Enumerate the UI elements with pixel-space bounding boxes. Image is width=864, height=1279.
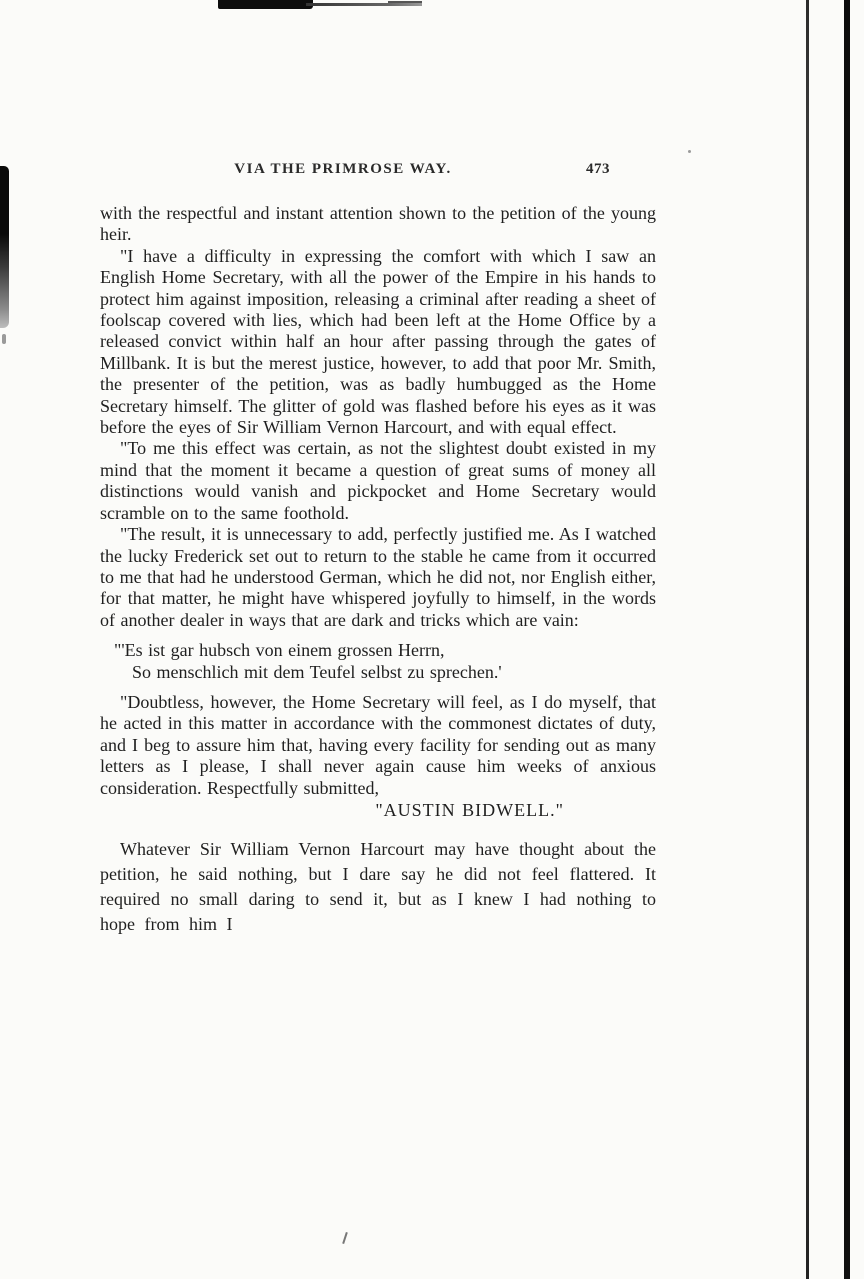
letter-signature: "AUSTIN BIDWELL." xyxy=(375,799,564,820)
verse-quote xyxy=(114,640,656,683)
running-header xyxy=(100,161,656,181)
page-body xyxy=(100,203,656,937)
scan-artifact-top-dash xyxy=(388,1,422,3)
scan-artifact-left-speck xyxy=(2,334,6,344)
scan-artifact-slash-mark xyxy=(342,1232,348,1244)
text-block xyxy=(100,161,656,937)
verse-line-1: "'Es ist gar hubsch von einem grossen Herrn, xyxy=(114,640,445,661)
paragraph-narrative: Whatever Sir William Vernon Harcourt may have thought about the petition, he said nothing, but I dare say he did not feel flattered. It required no small daring to send it, but as I knew I had nothing to hope from him I xyxy=(100,839,656,935)
paragraph-letter-3: "The result, it is unnecessary to add, perfectly justified me. As I watched the lucky Frederick set out to return to the stable he came from it occurred to me that had he understood German, which he did not, nor English either, for that matter, he might have whispered joyfully to himself, in the words of another dealer in ways that are dark and tricks which are vain: xyxy=(100,524,656,630)
scan-artifact-binding-line-outer xyxy=(844,0,850,1279)
scan-artifact-binding-line-inner xyxy=(806,0,809,1279)
scan-artifact-top-bar xyxy=(218,0,313,9)
scan-artifact-top-line xyxy=(306,3,422,6)
scan-artifact-speck xyxy=(688,150,691,153)
header-title: VIA THE PRIMROSE WAY. xyxy=(234,161,452,177)
paragraph-letter-4: "Doubtless, however, the Home Secretary will feel, as I do myself, that he acted in this matter in accordance with the commonest dictates of duty, and I beg to assure him that, having every facility for sending out as many letters as I please, I shall never again cause him weeks of anxious consideration. Respectfully submitted, xyxy=(100,691,656,798)
page-number: 473 xyxy=(586,161,610,177)
paragraph-letter-2: "To me this effect was certain, as not the slightest doubt existed in my mind that the moment it became a question of great sums of money all distinctions would vanish and pickpocket and Home Secretary would scramble on to the same foothold. xyxy=(100,438,656,523)
verse-line-2: So menschlich mit dem Teufel selbst zu sprechen.' xyxy=(132,661,502,682)
paragraph-continuation: with the respectful and instant attention shown to the petition of the young heir. xyxy=(100,203,656,245)
scan-artifact-left-ink-blot xyxy=(0,166,9,328)
paragraph-letter-1: "I have a difficulty in expressing the comfort with which I saw an English Home Secretary, with all the power of the Empire in his hands to protect him against imposition, releasing a criminal after reading a sheet of foolscap covered with lies, which had been left at the Home Office by a released convict within half an hour after passing through the gates of Millbank. It is but the merest justice, however, to add that poor Mr. Smith, the presenter of the petition, was as badly humbugged as the Home Secretary himself. The glitter of gold was flashed before his eyes as it was before the eyes of Sir William Vernon Harcourt, and with equal effect. xyxy=(100,245,656,438)
